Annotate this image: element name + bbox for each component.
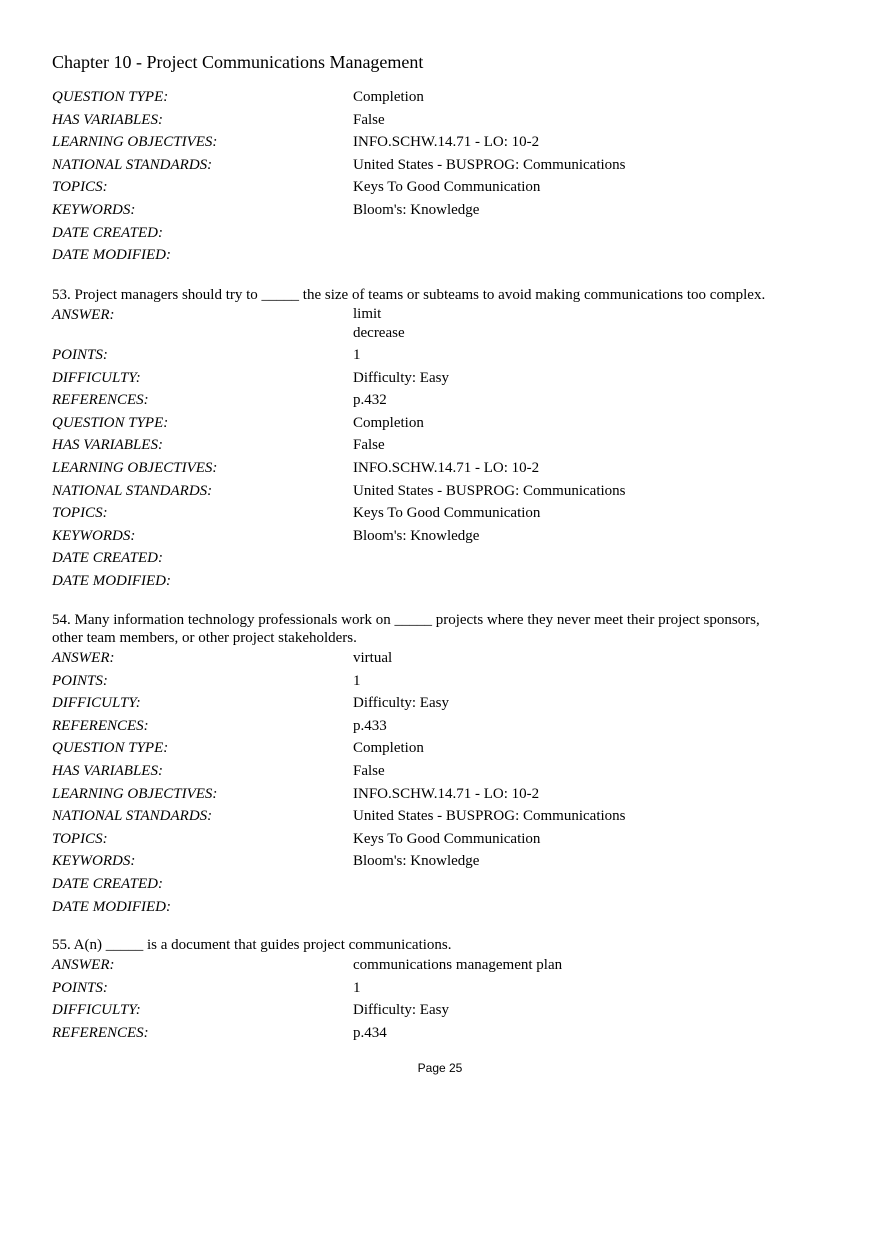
field-row: [52, 671, 842, 694]
question-54: [52, 611, 842, 919]
question-text: [52, 611, 842, 647]
field-label: DATE CREATED:: [52, 224, 163, 241]
field-label: TOPICS:: [52, 830, 108, 847]
field-row: [52, 784, 842, 807]
question-text: 55. A(n) _____ is a document that guides project communications.: [52, 937, 452, 953]
field-row: [52, 1023, 842, 1046]
field-label: HAS VARIABLES:: [52, 111, 163, 128]
field-value: p.433: [353, 717, 387, 734]
field-label: NATIONAL STANDARDS:: [52, 482, 213, 499]
page-number: Page 25: [417, 1061, 463, 1075]
field-row: [52, 110, 842, 133]
field-value: Difficulty: Easy: [353, 369, 449, 386]
field-row: [52, 738, 842, 761]
field-label: POINTS:: [52, 672, 108, 689]
field-row: [52, 435, 842, 458]
field-value: 1: [353, 347, 361, 363]
field-value: 1: [353, 672, 361, 689]
field-label: HAS VARIABLES:: [52, 762, 163, 779]
field-label: DATE MODIFIED:: [52, 247, 171, 264]
field-row: [52, 132, 842, 155]
field-value: p.432: [353, 392, 387, 409]
field-row: [52, 851, 842, 874]
question-line: other team members, or other project stakeholders.: [52, 630, 357, 646]
question-line: 54. Many information technology professionals work on _____ projects where they never meet their project sponsors,: [52, 612, 760, 628]
field-label: LEARNING OBJECTIVES:: [52, 459, 218, 476]
field-value: 1: [353, 979, 361, 996]
answer-value: virtual: [353, 650, 393, 666]
field-value: Completion: [353, 89, 424, 105]
field-row: [52, 177, 842, 200]
field-value: INFO.SCHW.14.71 - LO: 10-2: [353, 134, 540, 151]
field-label: REFERENCES:: [52, 1024, 149, 1041]
field-row: [52, 155, 842, 178]
question-53: [52, 286, 842, 594]
q52-metadata: [52, 87, 842, 268]
field-label: POINTS:: [52, 979, 108, 996]
field-label: REFERENCES:: [52, 392, 149, 409]
field-row: [52, 874, 842, 897]
field-value: False: [353, 111, 385, 128]
field-value: Completion: [353, 740, 424, 757]
question-55: [52, 936, 842, 1045]
field-row: [52, 87, 842, 110]
field-label: NATIONAL STANDARDS:: [52, 156, 213, 173]
field-value: United States - BUSPROG: Communications: [353, 808, 626, 825]
field-value: Keys To Good Communication: [353, 505, 541, 522]
field-value: Bloom's: Knowledge: [353, 853, 480, 870]
field-value: United States - BUSPROG: Communications: [353, 156, 626, 173]
field-row: [52, 245, 842, 268]
field-value: Difficulty: Easy: [353, 1002, 449, 1019]
field-row: [52, 548, 842, 571]
field-label: QUESTION TYPE:: [52, 89, 169, 105]
field-label: LEARNING OBJECTIVES:: [52, 134, 218, 151]
field-label: DIFFICULTY:: [52, 695, 141, 712]
field-row: [52, 829, 842, 852]
question-text: 53. Project managers should try to _____ the size of teams or subteams to avoid making communications too complex.: [52, 287, 766, 303]
field-value: Completion: [353, 414, 424, 431]
field-label: HAS VARIABLES:: [52, 437, 163, 454]
field-label: QUESTION TYPE:: [52, 740, 169, 757]
field-value: Bloom's: Knowledge: [353, 527, 480, 544]
field-row: [52, 200, 842, 223]
field-value: Keys To Good Communication: [353, 179, 541, 196]
field-row: [52, 503, 842, 526]
field-label: TOPICS:: [52, 179, 108, 196]
field-row: [52, 978, 842, 1001]
field-row: [52, 345, 842, 368]
answer-label: ANSWER:: [52, 307, 115, 323]
field-label: DATE CREATED:: [52, 550, 163, 567]
field-row: [52, 693, 842, 716]
field-label: KEYWORDS:: [52, 853, 136, 870]
field-label: DATE MODIFIED:: [52, 898, 171, 915]
field-label: NATIONAL STANDARDS:: [52, 808, 213, 825]
field-value: INFO.SCHW.14.71 - LO: 10-2: [353, 785, 540, 802]
field-row: [52, 761, 842, 784]
field-value: Keys To Good Communication: [353, 830, 541, 847]
field-value: Bloom's: Knowledge: [353, 201, 480, 218]
field-row: [52, 571, 842, 594]
field-value: False: [353, 762, 385, 779]
field-row: [52, 481, 842, 504]
field-row: [52, 390, 842, 413]
field-value: p.434: [353, 1024, 387, 1041]
field-label: DATE MODIFIED:: [52, 572, 171, 589]
answer-value: [353, 305, 405, 343]
field-row: [52, 1000, 842, 1023]
field-row: [52, 413, 842, 436]
field-row: [52, 526, 842, 549]
answer-label: ANSWER:: [52, 650, 115, 666]
field-row: [52, 716, 842, 739]
field-row: [52, 223, 842, 246]
answer-row: [52, 648, 842, 671]
answer-option: decrease: [353, 325, 405, 341]
field-label: KEYWORDS:: [52, 527, 136, 544]
answer-row: [52, 955, 842, 978]
answer-label: ANSWER:: [52, 957, 115, 973]
answer-option: limit: [353, 306, 382, 322]
answer-value: communications management plan: [353, 957, 563, 973]
field-label: DIFFICULTY:: [52, 369, 141, 386]
field-label: TOPICS:: [52, 505, 108, 522]
field-value: False: [353, 437, 385, 454]
field-label: DIFFICULTY:: [52, 1002, 141, 1019]
field-row: [52, 458, 842, 481]
field-label: QUESTION TYPE:: [52, 414, 169, 431]
chapter-title: Chapter 10 - Project Communications Management: [52, 52, 424, 72]
field-label: LEARNING OBJECTIVES:: [52, 785, 218, 802]
field-value: INFO.SCHW.14.71 - LO: 10-2: [353, 459, 540, 476]
field-value: Difficulty: Easy: [353, 695, 449, 712]
answer-row: [52, 305, 842, 345]
document-page: [52, 0, 842, 1247]
field-label: KEYWORDS:: [52, 201, 136, 218]
field-value: United States - BUSPROG: Communications: [353, 482, 626, 499]
field-row: [52, 897, 842, 920]
field-row: [52, 368, 842, 391]
field-label: DATE CREATED:: [52, 875, 163, 892]
field-row: [52, 806, 842, 829]
field-label: POINTS:: [52, 347, 108, 363]
field-label: REFERENCES:: [52, 717, 149, 734]
